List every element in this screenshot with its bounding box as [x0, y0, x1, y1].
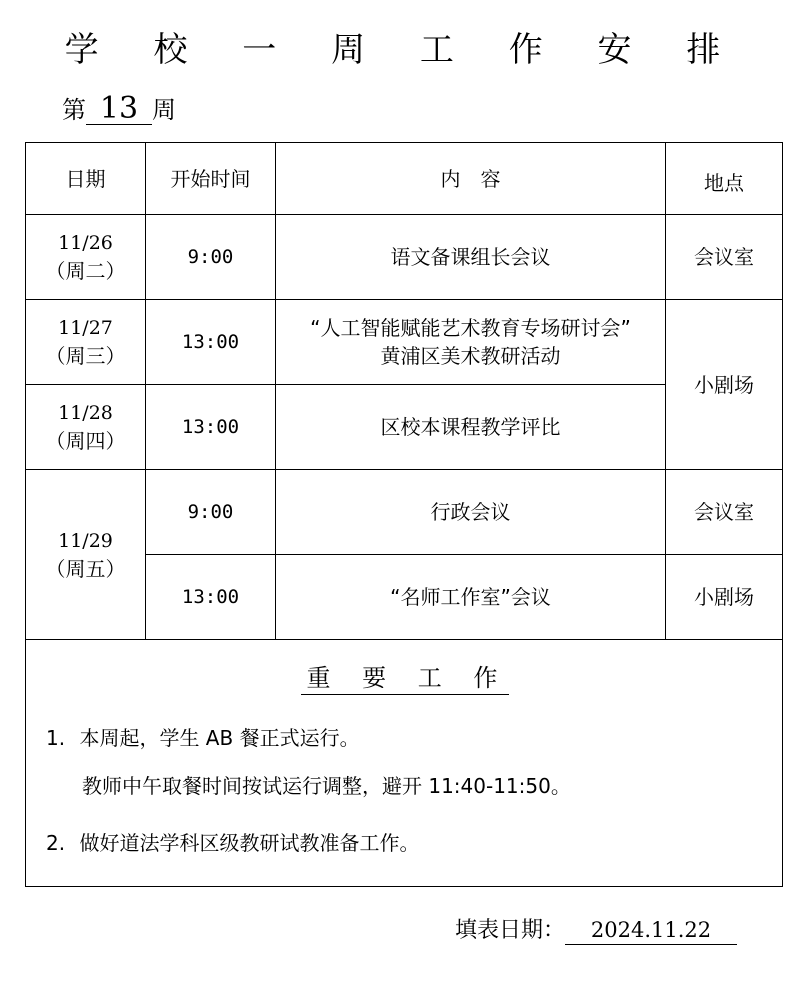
date-value: 11/26	[58, 232, 113, 254]
date-value: 11/29	[58, 529, 113, 552]
work-item-1-continuation: 教师中午取餐时间按试运行调整，避开 11:40-11:50。	[82, 774, 571, 798]
schedule-table	[25, 142, 783, 887]
fill-date-value: 2024.11.22	[565, 916, 737, 945]
header-content: 内 容	[440, 166, 501, 191]
row-location: 小剧场	[694, 585, 754, 609]
important-work-title	[26, 661, 784, 695]
row-time: 13:00	[181, 586, 240, 608]
header-location: 地点	[704, 170, 744, 195]
row-time: 13:00	[181, 416, 240, 438]
week-suffix: 周	[152, 96, 176, 124]
work-item-2	[46, 828, 419, 858]
weekday-value: （周四）	[45, 429, 126, 453]
header-date: 日期	[65, 166, 106, 191]
row-content: “名师工作室”会议	[390, 585, 551, 609]
grid-line	[26, 639, 782, 640]
row-date	[26, 385, 145, 469]
work-item-1	[46, 723, 360, 753]
row-date	[26, 215, 145, 299]
week-indicator	[62, 92, 176, 128]
row-content	[276, 300, 665, 384]
weekday-value: （周五）	[45, 556, 126, 581]
row-location-merged: 小剧场	[694, 372, 754, 397]
fill-date	[455, 914, 737, 948]
work-item-text: 做好道法学科区级教研试教准备工作。	[79, 831, 420, 855]
row-time: 9:00	[187, 501, 234, 523]
row-content: 语文备课组长会议	[390, 245, 551, 269]
row-date	[26, 300, 145, 384]
row-time: 9:00	[187, 246, 234, 268]
work-item-number: 2.	[46, 831, 66, 855]
work-item-number: 1.	[46, 726, 66, 750]
header-start-time: 开始时间	[170, 166, 251, 191]
row-time: 13:00	[181, 331, 240, 353]
week-prefix: 第	[62, 96, 86, 124]
date-value: 11/28	[58, 402, 113, 424]
weekday-value: （周二）	[45, 259, 126, 283]
work-item-text: 本周起，学生 AB 餐正式运行。	[79, 726, 360, 750]
row-content: 区校本课程教学评比	[380, 415, 561, 439]
row-content: 行政会议	[430, 500, 511, 524]
week-number: 13	[86, 94, 152, 125]
fill-date-label: 填表日期：	[455, 918, 566, 943]
page-title: 学 校 一 周 工 作 安 排	[64, 30, 743, 70]
content-line: 黄浦区美术教研活动	[380, 344, 561, 368]
date-value: 11/27	[58, 317, 113, 339]
content-line: “人工智能赋能艺术教育专场研讨会”	[310, 316, 631, 340]
row-date-merged	[26, 470, 145, 639]
important-work-title-text: 重 要 工 作	[301, 664, 510, 695]
row-location: 会议室	[694, 245, 754, 269]
weekday-value: （周三）	[45, 344, 126, 368]
row-location: 会议室	[694, 500, 754, 524]
